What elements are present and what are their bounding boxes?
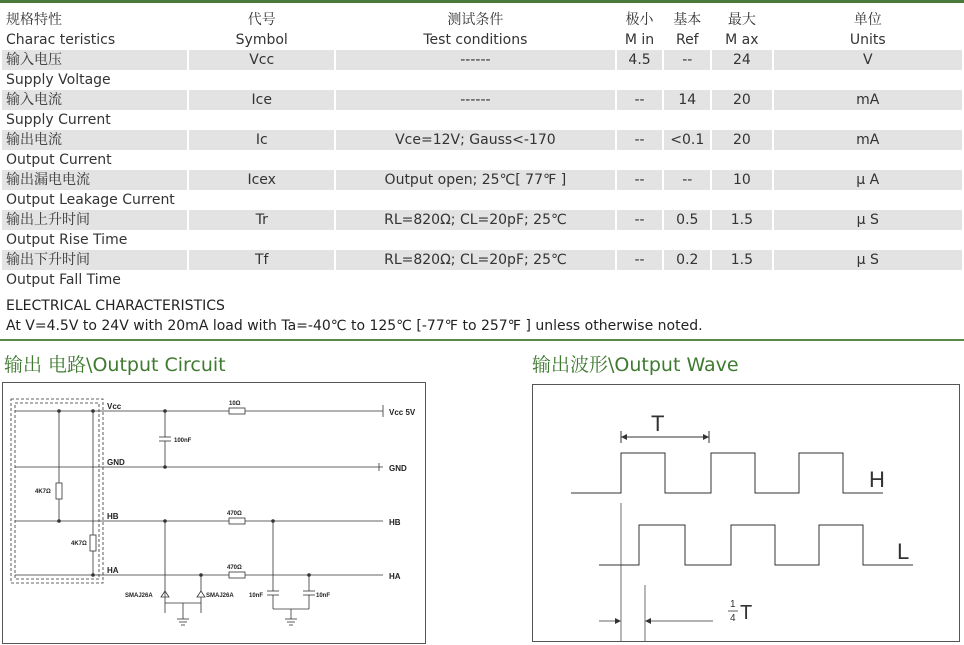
header-characteristics-cn: 规格特性 xyxy=(6,12,62,28)
label-tvs-1: SMAJ26A xyxy=(125,593,153,599)
wave-l xyxy=(599,525,913,565)
row-test: Output open; 25℃[ 77℉ ] xyxy=(336,170,615,190)
row-name-cn: 输出上升时间 xyxy=(2,210,187,230)
row-test: RL=820Ω; CL=20pF; 25℃ xyxy=(336,210,615,230)
row-symbol: Tr xyxy=(189,210,334,230)
row-name-en: Output Rise Time xyxy=(6,232,128,248)
section-divider xyxy=(0,339,964,341)
label-hb-out: HB xyxy=(389,518,401,527)
quarter-numerator: 1 xyxy=(730,599,736,610)
row-unit: mA xyxy=(774,130,962,150)
row-max: 20 xyxy=(712,130,771,150)
header-test-cn: 测试条件 xyxy=(447,12,504,28)
row-max: 20 xyxy=(712,90,771,110)
label-4k7-2: 4K7Ω xyxy=(71,541,87,547)
resistor-10 xyxy=(229,408,245,414)
resistor-470-a xyxy=(229,572,245,578)
header-ref-cn: 基本 xyxy=(673,12,702,28)
spec-row xyxy=(2,170,962,190)
row-min: -- xyxy=(617,170,663,190)
spec-row-en xyxy=(2,150,962,170)
label-hb: HB xyxy=(107,512,119,521)
output-circuit-box xyxy=(2,382,426,644)
resistor-470-b xyxy=(229,518,245,524)
row-ref: 14 xyxy=(664,90,710,110)
row-min: -- xyxy=(617,250,663,270)
header-units-cn: 单位 xyxy=(853,12,882,28)
label-10nf-1: 10nF xyxy=(249,593,264,599)
output-circuit-diagram xyxy=(3,383,425,643)
row-min: 4.5 xyxy=(617,50,663,70)
row-ref: -- xyxy=(664,170,710,190)
label-4k7-1: 4K7Ω xyxy=(35,489,51,495)
note-title: ELECTRICAL CHARACTERISTICS xyxy=(6,298,225,314)
spec-row-en xyxy=(2,190,962,210)
label-ha-out: HA xyxy=(389,572,401,581)
row-name-cn: 输入电压 xyxy=(2,50,187,70)
row-test: ------ xyxy=(336,50,615,70)
header-units-en: Units xyxy=(849,32,886,48)
row-test: RL=820Ω; CL=20pF; 25℃ xyxy=(336,250,615,270)
row-ref: <0.1 xyxy=(664,130,710,150)
tvs-diode-2 xyxy=(197,591,205,597)
row-max: 1.5 xyxy=(712,210,771,230)
row-min: -- xyxy=(617,210,663,230)
header-row-cn xyxy=(2,10,962,30)
header-min-cn: 极小 xyxy=(625,12,654,28)
electrical-spec-table xyxy=(0,10,964,290)
quarter-t: T xyxy=(740,602,753,624)
row-max: 24 xyxy=(712,50,771,70)
wave-h xyxy=(571,453,883,493)
header-row-en xyxy=(2,30,962,50)
label-ha: HA xyxy=(107,566,119,575)
row-name-cn: 输入电流 xyxy=(2,90,187,110)
row-unit: V xyxy=(774,50,962,70)
row-name-en: Output Fall Time xyxy=(6,272,121,288)
spec-row xyxy=(2,50,962,70)
resistor-4k7-2 xyxy=(90,535,96,551)
label-r470-a: 470Ω xyxy=(227,565,242,571)
label-l: L xyxy=(897,539,910,564)
header-max-cn: 最大 xyxy=(727,12,756,28)
label-10nf-2: 10nF xyxy=(316,593,331,599)
row-test: Vce=12V; Gauss<-170 xyxy=(336,130,615,150)
row-unit: μ S xyxy=(774,250,962,270)
spec-row-en xyxy=(2,230,962,250)
label-gnd-out: GND xyxy=(389,464,407,473)
spec-row xyxy=(2,90,962,110)
label-100nf: 100nF xyxy=(174,438,192,444)
row-ref: 0.5 xyxy=(664,210,710,230)
row-symbol: Ic xyxy=(189,130,334,150)
label-tvs-2: SMAJ26A xyxy=(206,593,234,599)
spec-notes xyxy=(6,296,703,336)
note-text: At V=4.5V to 24V with 20mA load with Ta=-40℃ to 125℃ [-77℉ to 257℉ ] unless otherwise noted. xyxy=(6,318,703,334)
spec-row xyxy=(2,210,962,230)
spec-row xyxy=(2,250,962,270)
output-wave-box xyxy=(532,384,960,642)
output-circuit-title: 输出 电路\Output Circuit xyxy=(4,354,226,376)
row-test: ------ xyxy=(336,90,615,110)
spec-row-en xyxy=(2,270,962,290)
spec-row-en xyxy=(2,70,962,90)
quarter-denominator: 4 xyxy=(730,613,736,624)
label-vcc: Vcc xyxy=(107,402,122,411)
row-name-en: Supply Current xyxy=(6,112,111,128)
row-symbol: Vcc xyxy=(189,50,334,70)
row-max: 1.5 xyxy=(712,250,771,270)
header-symbol-en: Symbol xyxy=(235,32,288,48)
header-max-en: M ax xyxy=(725,32,759,48)
row-name-en: Output Leakage Current xyxy=(6,192,175,208)
header-symbol-cn: 代号 xyxy=(247,12,276,28)
row-ref: -- xyxy=(664,50,710,70)
row-min: -- xyxy=(617,90,663,110)
row-symbol: Ice xyxy=(189,90,334,110)
header-test-en: Test conditions xyxy=(423,32,528,48)
label-period-t: T xyxy=(651,411,665,436)
top-rule xyxy=(0,0,964,3)
label-vcc-5v: Vcc 5V xyxy=(389,408,416,417)
label-r10: 10Ω xyxy=(229,401,241,407)
row-min: -- xyxy=(617,130,663,150)
row-name-en: Supply Voltage xyxy=(6,72,111,88)
output-wave-title: 输出波形\Output Wave xyxy=(532,354,739,376)
row-unit: mA xyxy=(774,90,962,110)
label-r470-b: 470Ω xyxy=(227,511,242,517)
output-wave-diagram xyxy=(533,385,959,641)
row-symbol: Icex xyxy=(189,170,334,190)
row-symbol: Tf xyxy=(189,250,334,270)
row-max: 10 xyxy=(712,170,771,190)
row-name-cn: 输出电流 xyxy=(2,130,187,150)
label-h: H xyxy=(869,467,885,492)
label-gnd: GND xyxy=(107,458,125,467)
header-ref-en: Ref xyxy=(675,32,699,48)
row-unit: μ A xyxy=(774,170,962,190)
spec-row-en xyxy=(2,110,962,130)
resistor-4k7-1 xyxy=(56,483,62,499)
row-name-en: Output Current xyxy=(6,152,112,168)
row-name-cn: 输出下升时间 xyxy=(2,250,187,270)
spec-row xyxy=(2,130,962,150)
row-ref: 0.2 xyxy=(664,250,710,270)
row-name-cn: 输出漏电电流 xyxy=(2,170,187,190)
header-characteristics-en: Charac teristics xyxy=(6,32,116,48)
row-unit: μ S xyxy=(774,210,962,230)
header-min-en: M in xyxy=(624,32,655,48)
